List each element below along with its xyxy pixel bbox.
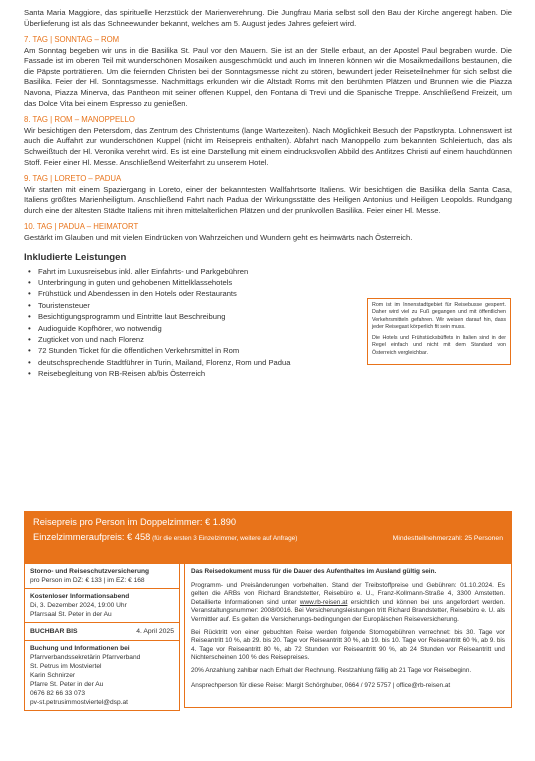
day-7-text: Am Sonntag begeben wir uns in die Basilika St. Paul vor den Mauern. Sie ist an der Stelle erbaut, an der Apostel Paul begraben wurde. Die Fassade ist im oberen Teil mit wunderschönen Mosaiken ausgeschmückt und auch im Inneren können wir die Mosaikmedaillons bestaunen, die die Päpste porträtieren. Um die feiernden Christen bei der Sonntagsmesse nicht zu stören, bewundert jeder Reiseteilnehmer für sich selbst die Basilika. Feier der Hl. Sonntagsmesse. Nachmittags erkunden wir die Altstadt Roms mit den berühmten Plätzen und Brunnen wie die Piazza Navona, Piazza Minerva, das Pantheon mit seiner offenen Kuppel, den Fontana di Trevi und die Spanische Treppe. Anschließend Freizeit, um das Dolce Vita bei einem Espresso zu genießen.: [24, 45, 512, 108]
info-evening-location: Pfarrsaal St. Peter in der Au: [30, 611, 112, 618]
list-item: • deutschsprechende Stadtführer in Turin, Mailand, Florenz, Rom und Padua: [38, 357, 512, 368]
terms-text: ersichtlich und können bei uns angefordert werden. Veranstaltungsnummer: 2008/0016. Bei Versicherungsleistungen tritt Richard Brandstetter, Reisebüro e. U. als Vermittler auf. Es gelten die Versicherungs-bedingungen der Europäischen Reiseversicherung.: [191, 598, 505, 623]
booking-deadline-box: [24, 623, 180, 641]
contact-line: Karin Schnirzer: [30, 672, 76, 679]
itinerary-content: [24, 8, 512, 380]
terms-paragraph: [191, 582, 505, 625]
contact-line: Pfarrverbandssekretärin Pfarrverband: [30, 654, 141, 661]
website-link[interactable]: www.rb-reisen.at: [299, 598, 348, 606]
list-item: • 72 Stunden Ticket für die öffentlichen Verkehrsmittel in Rom: [38, 345, 512, 356]
list-item: • Reisebegleitung von RB-Reisen ab/bis Österreich: [38, 368, 512, 379]
price-banner: [24, 511, 512, 564]
day-10-text: Gestärkt im Glauben und mit vielen Eindrücken von Wahrzeichen und Wundern geht es heimwärts nach Österreich.: [24, 232, 413, 242]
list-item: • Audioguide Kopfhörer, wo notwendig: [38, 323, 512, 334]
cancellation-fees-paragraph: Bei Rücktritt von einer gebuchten Reise werden folgende Stornogebühren verrechnet: bis 30. Tage vor Reiseantritt 10 %, ab 29. bis 20. Tage vor Reiseantritt 30 %, ab 19. bis 10. Tage vor Reiseantritt 60 %, ab 9. bis 4. Tage vor Reiseantritt 80 %, ab 72 Stunden vor Reiseantritt 90 %, ab 24 Stunden vor Reiseantritt und Nichterscheinen 100 % des Reisepreises.: [191, 628, 505, 662]
list-item: • Touristensteuer: [38, 300, 512, 311]
min-participants: Mindestteilnehmerzahl: 25 Personen: [392, 535, 503, 542]
day-7-heading: 7. TAG | SONNTAG – ROM: [24, 35, 120, 45]
list-item: • Unterbringung in guten und gehobenen Mittelklassehotels: [38, 277, 512, 288]
payment-paragraph: 20% Anzahlung zahlbar nach Erhalt der Rechnung. Restzahlung fällig ab 21 Tage vor Reisebeginn.: [191, 666, 472, 674]
list-item: • Zugticket von und nach Florenz: [38, 334, 512, 345]
single-room-surcharge-note: (für die ersten 3 Einzelzimmer, weitere auf Anfrage): [150, 535, 298, 542]
terms-text: Programm- und Preisänderungen vorbehalten. Stand der Treibstoffpreise und Gebühren: 01.10.2024. Es gelten die ARBs von Richard Brandstetter, Reisebüro e. U., Franz-Kollmann-Straße 4, 3300 Amstetten. Detaillierte Informationen sind unter: [191, 581, 505, 606]
insurance-title: Storno- und Reiseschutzversicherung: [30, 568, 150, 575]
day-8-heading: 8. TAG | ROM – MANOPPELLO: [24, 115, 135, 125]
terms-title: Das Reisedokument muss für die Dauer des Aufenthaltes im Ausland gültig sein.: [191, 568, 437, 575]
day-9-heading: 9. TAG | LORETO – PADUA: [24, 174, 122, 184]
insurance-price: pro Person im DZ: € 133 | im EZ: € 168: [30, 577, 145, 584]
contact-phone: 0676 82 66 33 073: [30, 690, 86, 697]
info-evening-date: Di, 3. Dezember 2024, 19:00 Uhr: [30, 602, 127, 609]
terms-box: [184, 564, 512, 708]
booking-info-column: [24, 564, 180, 711]
double-room-price: Reisepreis pro Person im Doppelzimmer: € 1.890: [33, 517, 237, 527]
single-room-surcharge-main: Einzelzimmeraufpreis: € 458: [33, 532, 151, 542]
intro-paragraph: Santa Maria Maggiore, das spirituelle Herzstück der Marienverehrung. Die Jungfrau Maria selbst soll den Bau der Kirche angeregt haben. Die Überlieferung ist als das Schneewunder bekannt, welches am 5. August jedes Jahres gefeiert wird.: [24, 8, 512, 28]
booking-deadline-date: 4. April 2025: [136, 628, 174, 635]
contact-line: St. Petrus im Mostviertel: [30, 663, 102, 670]
contact-person: Ansprechperson für diese Reise: Margit Schörghuber, 0664 / 972 5757 | office@rb-reisen.at: [191, 681, 451, 689]
single-room-surcharge: [33, 532, 297, 542]
rome-notice-box: [367, 298, 511, 365]
list-item: • Besichtigungsprogramm und Eintritte laut Beschreibung: [38, 311, 512, 322]
info-evening-box: [24, 589, 180, 623]
hotel-notice-text: Die Hotels und Frühstücksbüffets in Italien sind in der Regel einfach und nicht mit dem Standard von Österreich vergleichbar.: [372, 334, 506, 357]
day-8-text: Wir besichtigen den Petersdom, das Zentrum des Christentums (lange Wartezeiten). Nach Möglichkeit Besuch der Papstkrypta. Lohnenswert ist auch die Auffahrt zur wunderschönen Kuppel (nicht im Reisepreis enthalten). Abfahrt nach Manoppello zum bekannten Schleiertuch, das als Schweißtuch der Hl. Veronika verehrt wird. Es ist eine Darstellung mit einem eindrucksvollen Abbild des Antlitzes Christi auf einem hauchdünnen Stoff. Feier einer Hl. Messe. Anschließend Weiterfahrt zu unserem Hotel.: [24, 125, 512, 167]
included-section: [24, 266, 512, 380]
list-item: • Frühstück und Abendessen in den Hotels oder Restaurants: [38, 288, 512, 299]
list-item: • Fahrt im Luxusreisebus inkl. aller Einfahrts- und Parkgebühren: [38, 266, 512, 277]
day-10-heading: 10. TAG | PADUA – HEIMATORT: [24, 222, 139, 232]
contact-title: Buchung und Informationen bei: [30, 645, 130, 652]
rome-notice-text: Rom ist im Innenstadtgebiet für Reisebusse gesperrt. Daher wird viel zu Fuß gegangen und mit öffentlichen Verkehrsmitteln gefahren. Wir weisen darauf hin, dass jeder Reisegast körperlich fit sein muss.: [372, 301, 506, 331]
contact-email: pv-st.petrusimmostviertel@dsp.at: [30, 699, 128, 706]
booking-deadline-label: BUCHBAR BIS: [30, 628, 78, 635]
contact-line: Pfarre St. Peter in der Au: [30, 681, 104, 688]
insurance-box: [24, 564, 180, 589]
info-evening-title: Kostenloser Informationsabend: [30, 593, 130, 600]
day-9-text: Wir starten mit einem Spaziergang in Loreto, einer der bekanntesten Wallfahrtsorte Italiens. Wir besichtigen die Basilika della Santa Casa, Italiens größtes Marienheiligtum. Anschließend Fahrt nach Padua der Wirkungsstätte des Heiligen Antonius und Heiligen Leopolds. Rundgang durch eine der ältesten Städte Italiens mit ihren mittelalterlichen Plätzen und der prunkvollen Basilika. Feier einer Hl. Messe.: [24, 184, 512, 215]
included-services-title: Inkludierte Leistungen: [24, 251, 127, 263]
contact-box: [24, 641, 180, 711]
